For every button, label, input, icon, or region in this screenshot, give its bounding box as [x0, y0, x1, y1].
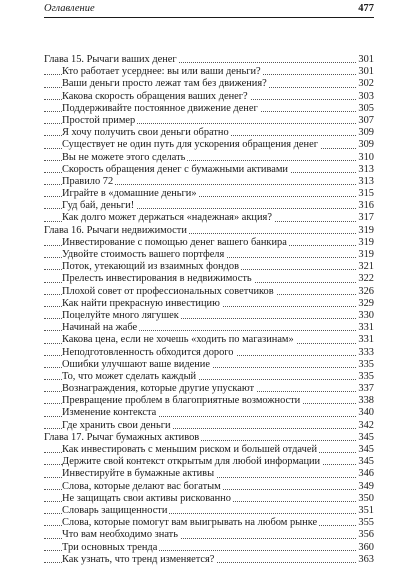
toc-page-number: 337 — [358, 383, 374, 395]
running-head — [44, 3, 374, 18]
toc-page-number: 335 — [358, 370, 374, 382]
toc-entry-label: Как найти прекрасную инвестицию — [62, 297, 220, 309]
toc-page-number: 340 — [358, 407, 374, 419]
toc-item-row — [44, 139, 374, 151]
toc-item-row — [44, 334, 374, 346]
toc-item-row — [44, 249, 374, 261]
toc-page-number: 333 — [358, 346, 374, 358]
toc-entry-label: Ошибки улучшают ваше видение — [62, 358, 210, 370]
toc-entry-label: Три основных тренда — [62, 541, 158, 553]
toc-page-number: 319 — [358, 236, 374, 248]
toc-page-number: 309 — [358, 127, 374, 139]
toc-item-row — [44, 529, 374, 541]
toc-entry-label: Инвестируйте в бумажные активы — [62, 468, 215, 480]
toc-entry-label: Как узнать, что тренд изменяется? — [62, 553, 215, 565]
toc-item-row — [44, 468, 374, 480]
toc-item-row — [44, 554, 374, 566]
toc-entry-label: Глава 15. Рычаги ваших денег — [44, 54, 177, 65]
toc-entry-label: Простой пример — [62, 114, 136, 126]
toc-item-row — [44, 164, 374, 176]
toc-item-row — [44, 152, 374, 164]
toc-entry-label: Слова, которые делают вас богатым — [62, 480, 221, 492]
toc-item-row — [44, 542, 374, 554]
toc-item-row — [44, 383, 374, 395]
toc-entry-label: То, что может сделать каждый — [62, 370, 197, 382]
toc-chapter-row — [44, 432, 374, 444]
toc-page-number: 301 — [358, 66, 374, 78]
toc-page-number: 345 — [358, 431, 374, 443]
toc-page-number: 319 — [358, 224, 374, 236]
running-head-title: Оглавление — [44, 3, 95, 14]
running-head-page-number: 477 — [358, 3, 374, 14]
toc-item-row — [44, 237, 374, 249]
toc-entry-label: Удвойте стоимость вашего портфеля — [62, 249, 225, 260]
toc-item-row — [44, 420, 374, 432]
toc-entry-label: Какова цена, если не хочешь «ходить по магазинам» — [62, 334, 294, 346]
toc-entry-label: Не защищать свои активы рискованно — [62, 492, 231, 504]
toc-page-number: 331 — [358, 334, 374, 346]
toc-page-number: 360 — [358, 541, 374, 553]
toc-item-row — [44, 347, 374, 359]
toc-item-row — [44, 456, 374, 468]
toc-page-number: 351 — [358, 504, 374, 516]
toc-page-number: 313 — [358, 175, 374, 187]
toc-page-number: 322 — [358, 273, 374, 285]
toc-item-row — [44, 395, 374, 407]
toc-page-number: 349 — [358, 480, 374, 492]
toc-page-number: 305 — [358, 102, 374, 114]
toc-entry-label: Скорость обращения денег с бумажными активами — [62, 163, 288, 175]
toc-entry-label: Неподготовленность обходится дорого — [62, 346, 234, 358]
toc-entry-label: Что вам необходимо знать — [62, 529, 178, 541]
toc-entry-label: Прелесть инвестирования в недвижимость — [62, 273, 252, 285]
toc-entry-label: Правило 72 — [62, 175, 114, 187]
toc-item-row — [44, 127, 374, 139]
toc-entry-label: Играйте в «домашние деньги» — [62, 188, 197, 200]
toc-entry-label: Гуд бай, деньги! — [62, 200, 135, 212]
table-of-contents — [44, 54, 374, 566]
toc-page-number: 346 — [358, 468, 374, 480]
toc-page-number: 355 — [358, 517, 374, 529]
toc-item-row — [44, 298, 374, 310]
toc-entry-label: Поток, утекающий из взаимных фондов — [62, 261, 239, 273]
toc-page-number: 345 — [358, 444, 374, 455]
toc-entry-label: Изменение контекста — [62, 407, 157, 419]
toc-item-row — [44, 286, 374, 298]
toc-page-number: 345 — [358, 456, 374, 468]
toc-page-number: 301 — [358, 54, 374, 65]
toc-page-number: 307 — [358, 114, 374, 126]
toc-page-number: 310 — [358, 151, 374, 163]
toc-page-number: 315 — [358, 188, 374, 200]
toc-item-row — [44, 481, 374, 493]
toc-page-number: 356 — [358, 529, 374, 541]
toc-page-number: 363 — [358, 553, 374, 565]
toc-entry-label: Начинай на жабе — [62, 322, 138, 334]
toc-entry-label: Существует не один путь для ускорения обращения денег — [62, 139, 318, 151]
toc-entry-label: Как инвестировать с меньшим риском и большей отдачей — [62, 444, 318, 455]
toc-page-number: 313 — [358, 163, 374, 175]
toc-entry-label: Глава 17. Рычаг бумажных активов — [44, 431, 200, 443]
toc-page-number: 309 — [358, 139, 374, 151]
toc-entry-label: Кто работает усерднее: вы или ваши деньги? — [62, 66, 261, 78]
toc-page-number: 316 — [358, 200, 374, 212]
toc-entry-label: Словарь защищенности — [62, 504, 168, 516]
toc-chapter-row — [44, 225, 374, 237]
toc-item-row — [44, 310, 374, 322]
toc-entry-label: Превращение проблем в благоприятные возможности — [62, 395, 301, 407]
toc-page-number: 303 — [358, 90, 374, 102]
toc-page-number: 350 — [358, 492, 374, 504]
toc-item-row — [44, 200, 374, 212]
toc-entry-label: Держите свой контекст открытым для любой информации — [62, 456, 321, 468]
toc-page-number: 330 — [358, 309, 374, 321]
toc-page-number: 317 — [358, 212, 374, 224]
toc-item-row — [44, 66, 374, 78]
toc-item-row — [44, 371, 374, 383]
toc-item-row — [44, 212, 374, 224]
toc-item-row — [44, 359, 374, 371]
toc-item-row — [44, 176, 374, 188]
toc-item-row — [44, 493, 374, 505]
toc-page-number: 319 — [358, 249, 374, 260]
toc-entry-label: Глава 16. Рычаги недвижимости — [44, 224, 187, 236]
toc-item-row — [44, 103, 374, 115]
toc-chapter-row — [44, 54, 374, 66]
toc-item-row — [44, 261, 374, 273]
toc-page-number: 338 — [358, 395, 374, 407]
toc-page-number: 326 — [358, 285, 374, 297]
toc-entry-label: Инвестирование с помощью денег вашего банкира — [62, 236, 287, 248]
toc-entry-label: Плохой совет от профессиональных советчиков — [62, 285, 274, 297]
toc-item-row — [44, 505, 374, 517]
toc-page-number: 302 — [358, 78, 374, 90]
toc-entry-label: Вознаграждения, которые другие упускают — [62, 383, 255, 395]
toc-entry-label: Как долго может держаться «надежная» акция? — [62, 212, 272, 224]
toc-item-row — [44, 188, 374, 200]
toc-page-number: 329 — [358, 297, 374, 309]
toc-item-row — [44, 444, 374, 456]
toc-entry-label: Поддерживайте постоянное движение денег — [62, 102, 258, 114]
toc-entry-label: Слова, которые помогут вам выигрывать на любом рынке — [62, 517, 318, 529]
toc-entry-label: Я хочу получить свои деньги обратно — [62, 127, 229, 139]
toc-item-row — [44, 115, 374, 127]
toc-item-row — [44, 78, 374, 90]
toc-page-number: 321 — [358, 261, 374, 273]
toc-item-row — [44, 517, 374, 529]
toc-entry-label: Где хранить свои деньги — [62, 419, 171, 431]
toc-entry-label: Какова скорость обращения ваших денег? — [62, 90, 248, 102]
toc-entry-label: Поцелуйте много лягушек — [62, 309, 179, 321]
toc-page-number: 335 — [358, 358, 374, 370]
toc-item-row — [44, 407, 374, 419]
toc-entry-label: Вы не можете этого сделать — [62, 151, 186, 163]
toc-item-row — [44, 273, 374, 285]
toc-page-number: 342 — [358, 419, 374, 431]
toc-item-row — [44, 91, 374, 103]
toc-page-number: 331 — [358, 322, 374, 334]
toc-entry-label: Ваши деньги просто лежат там без движения? — [62, 78, 267, 90]
toc-item-row — [44, 322, 374, 334]
